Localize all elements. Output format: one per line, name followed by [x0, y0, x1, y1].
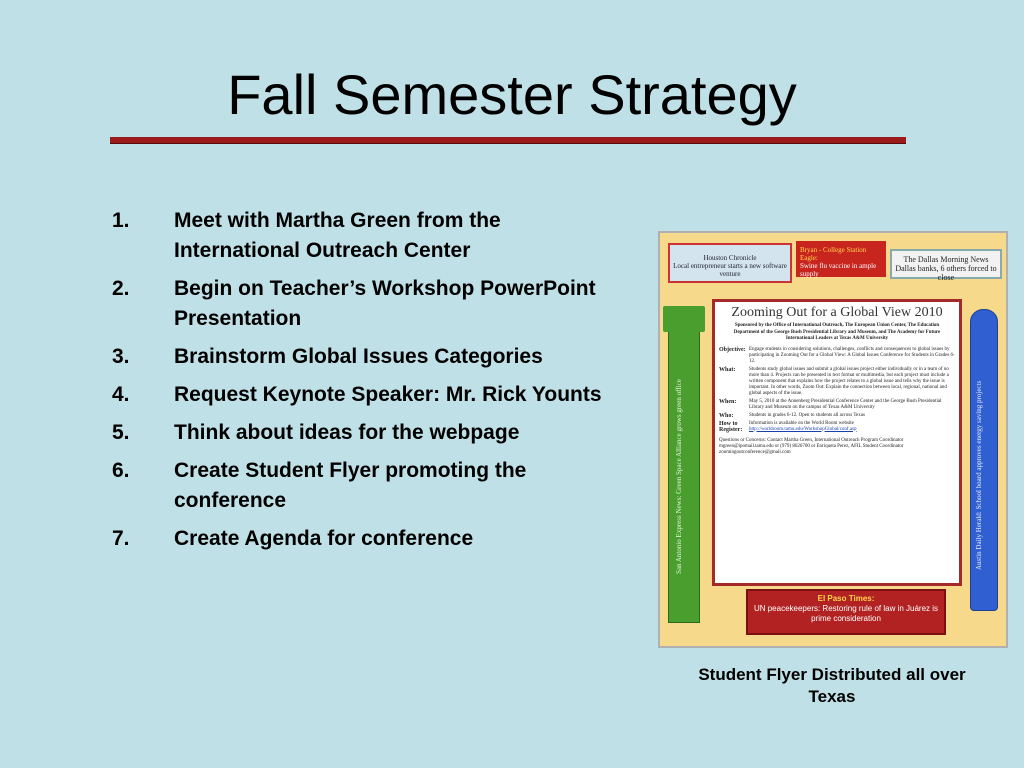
list-number: 4. [112, 383, 130, 406]
austin-text: Austin Daily Herald: School board approves energy saving projects [975, 380, 983, 570]
list-number: 5. [112, 421, 130, 444]
row-label: When: [719, 398, 737, 405]
list-number: 2. [112, 277, 130, 300]
list-number: 3. [112, 345, 130, 368]
flyer-row [715, 420, 959, 434]
list-text: Think about ideas for the webpage [174, 421, 520, 444]
houston-chronicle-clip [668, 243, 792, 283]
row-value: Engage students in considering solutions, challenges, conflicts and consequences to global issues by participating in Zooming Out for a Global View: A Global Issues Conference for Students in Grades 6-12. [749, 346, 955, 364]
elpaso-headline: UN peacekeepers: Restoring rule of law in Juárez is prime consideration [753, 604, 939, 623]
row-label: Who: [719, 412, 734, 419]
elpaso-name: El Paso Times: [817, 594, 875, 603]
row-value: Students study global issues and submit a global issues project either individually or in a team of no more than 4. Projects can be presented in text format or multimedia, but each project must include a written component that explains how the project relates to a global issue and tells why the issue is important. In other words, Zoom Out: Explain the connection between local, regional, national and global aspects of the issue. [749, 366, 949, 396]
bryan-name: Bryan - College Station Eagle: [800, 246, 867, 262]
list-item [112, 380, 612, 410]
list-number: 1. [112, 209, 130, 232]
list-text: Brainstorm Global Issues Categories [174, 345, 543, 368]
student-flyer-image [658, 231, 1008, 648]
bryan-headline: Swine flu vaccine in ample supply [800, 262, 877, 278]
list-item [112, 524, 612, 554]
houston-headline: Local entrepreneur starts a new software venture [673, 262, 787, 278]
row-label: What: [719, 366, 736, 373]
houston-name: Houston Chronicle [703, 254, 757, 262]
dallas-headline: Dallas banks, 6 others forced to close [895, 264, 997, 282]
bryan-eagle-clip [796, 241, 886, 277]
san-antonio-banner [668, 307, 700, 623]
dallas-name: The Dallas Morning News [903, 255, 989, 264]
list-text: Request Keynote Speaker: Mr. Rick Younts [174, 383, 602, 406]
list-text: Create Agenda for conference [174, 527, 474, 550]
list-number: 7. [112, 527, 130, 550]
el-paso-times-clip [746, 589, 946, 635]
list-text: Create Student Flyer promoting the conference [174, 459, 527, 512]
flyer-row [715, 366, 959, 398]
flyer-title: Zooming Out for a Global View 2010 [731, 305, 943, 320]
row-label: How to Register: [719, 420, 743, 433]
list-text: Meet with Martha Green from the International Outreach Center [174, 209, 501, 262]
list-item [112, 418, 612, 448]
list-text: Begin on Teacher’s Workshop PowerPoint Presentation [174, 277, 596, 330]
slide-title: Fall Semester Strategy [227, 63, 797, 126]
flyer-row [715, 412, 959, 420]
row-value: Information is available on the World Room website [749, 420, 854, 426]
list-item [112, 274, 612, 334]
flyer-main-card [712, 299, 962, 586]
row-label: Objective: [719, 346, 746, 353]
row-value: May 5, 2010 at the Annenberg Presidential Conference Center and the George Bush Presidential Library and Museum on the campus of Texas A&M University [749, 398, 942, 410]
register-link[interactable]: http://worldroom.tamu.edu/WorkshopGlobal/conf.asp [749, 426, 857, 432]
austin-banner [970, 309, 998, 611]
flyer-caption: Student Flyer Distributed all over Texas [698, 665, 966, 706]
flyer-sponsors: Sponsored by the Office of International Outreach, The European Union Center, The Education Department of the George Bush Presidential Library and Museum, and The Academy for Future International Leaders at Texas A&M University [733, 323, 941, 341]
strategy-list [112, 206, 612, 562]
list-item [112, 342, 612, 372]
flyer-row [715, 346, 959, 366]
list-number: 6. [112, 459, 130, 482]
title-divider [110, 137, 906, 143]
flyer-row [715, 398, 959, 412]
san-antonio-text: San Antonio Express News: Green Space Alliance grows green office [675, 379, 683, 575]
dallas-news-clip [890, 249, 1002, 282]
list-item [112, 206, 612, 266]
list-item [112, 456, 612, 516]
flyer-questions: Questions or Concerns: Contact Martha Green, International Outreach Program Coordinator mgreen@ipomail.tamu.edu or (979) 8626700 or Enriqueta Perez, AFIL Student Coordinator zoomingoutconference@gmail.com [719, 437, 904, 455]
row-value: Students in grades 6-12. Open to students all across Texas [749, 412, 865, 418]
